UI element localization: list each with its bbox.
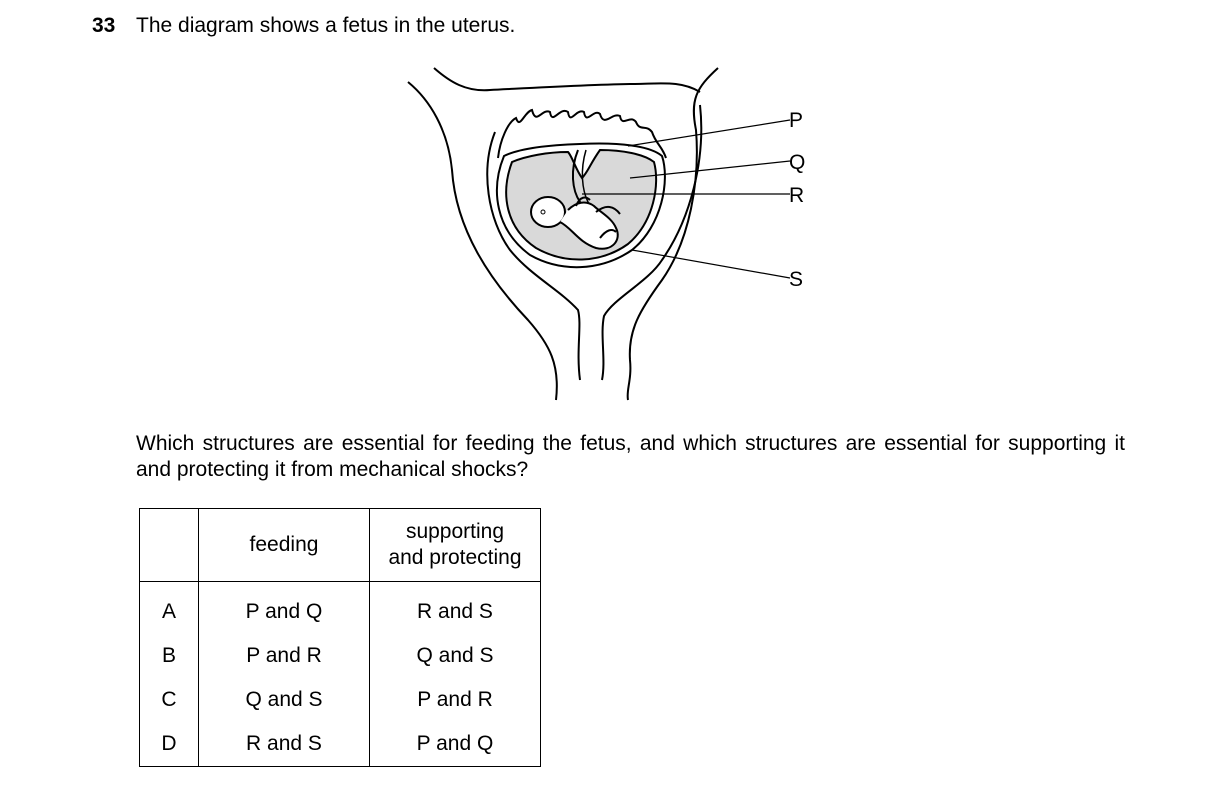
table-row[interactable] (140, 678, 541, 722)
option-feeding: P and Q (199, 582, 370, 635)
fetus-uterus-diagram (400, 60, 820, 410)
table-row[interactable] (140, 634, 541, 678)
header-feeding: feeding (199, 509, 370, 582)
option-supporting: P and R (370, 678, 541, 722)
option-supporting: P and Q (370, 722, 541, 767)
option-letter: D (140, 722, 199, 767)
table-row[interactable] (140, 582, 541, 635)
header-letter (140, 509, 199, 582)
fallopian-tube-left (434, 68, 700, 92)
label-r: R (789, 184, 805, 207)
header-supporting (370, 509, 541, 582)
question-prompt: Which structures are essential for feeding the fetus, and which structures are essential for supporting it and protecting it from mechanical shocks? (136, 432, 1125, 481)
answer-options-table (139, 508, 541, 767)
table-header-row (140, 509, 541, 582)
option-feeding: P and R (199, 634, 370, 678)
option-letter: A (140, 582, 199, 635)
table-row[interactable] (140, 722, 541, 767)
leader-line-s (632, 250, 790, 278)
option-supporting: R and S (370, 582, 541, 635)
label-p: P (789, 109, 804, 132)
question-number: 33 (92, 14, 116, 37)
option-supporting: Q and S (370, 634, 541, 678)
option-feeding: R and S (199, 722, 370, 767)
header-supporting-line2: and protecting (388, 546, 522, 569)
option-letter: B (140, 634, 199, 678)
option-feeding: Q and S (199, 678, 370, 722)
question-stem: The diagram shows a fetus in the uterus. (136, 14, 516, 37)
header-supporting-line1: supporting (405, 520, 505, 543)
option-letter: C (140, 678, 199, 722)
label-q: Q (789, 151, 806, 174)
label-s: S (789, 268, 804, 291)
